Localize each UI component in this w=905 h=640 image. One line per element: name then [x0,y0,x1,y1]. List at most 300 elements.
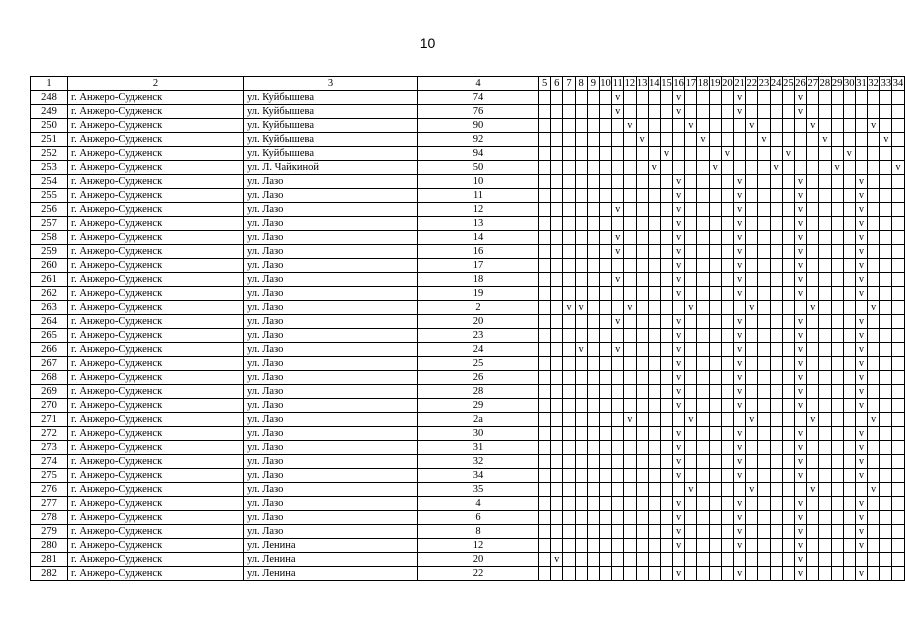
mark-cell-21: v [734,441,746,455]
mark-cell-16: v [673,525,685,539]
mark-cell-30 [843,245,855,259]
mark-cell-11: v [612,203,624,217]
mark-cell-17 [685,525,697,539]
house-cell: 20 [418,315,539,329]
row-number-cell: 263 [31,301,68,315]
mark-cell-22 [746,189,758,203]
mark-cell-7 [563,133,575,147]
mark-cell-11 [612,189,624,203]
mark-cell-18 [697,371,709,385]
mark-cell-34 [892,287,904,301]
mark-cell-32 [868,497,880,511]
mark-cell-31: v [855,371,867,385]
mark-cell-14 [648,357,660,371]
mark-cell-28 [819,91,831,105]
mark-cell-19 [709,245,721,259]
mark-cell-30 [843,133,855,147]
mark-cell-21: v [734,231,746,245]
mark-cell-28 [819,469,831,483]
mark-cell-14 [648,329,660,343]
mark-cell-6 [551,147,563,161]
mark-cell-21: v [734,259,746,273]
mark-cell-18 [697,301,709,315]
mark-cell-30 [843,567,855,581]
header-cell-24: 24 [770,77,782,89]
mark-cell-32 [868,245,880,259]
mark-cell-8: v [575,343,587,357]
mark-cell-22: v [746,483,758,497]
mark-cell-12 [624,91,636,105]
header-cell-13: 13 [636,77,648,89]
mark-cell-8 [575,287,587,301]
mark-cell-9 [587,189,599,203]
mark-cell-8 [575,385,587,399]
mark-cell-34 [892,133,904,147]
mark-cell-22 [746,259,758,273]
mark-cell-32 [868,231,880,245]
mark-cell-14 [648,91,660,105]
mark-cell-11: v [612,245,624,259]
mark-cell-19 [709,315,721,329]
header-cell-19: 19 [709,77,721,89]
row-number-cell: 280 [31,539,68,553]
mark-cell-16: v [673,539,685,553]
mark-cell-11 [612,483,624,497]
street-cell: ул. Лазо [244,231,418,245]
table-row [31,511,905,525]
city-cell: г. Анжеро-Судженск [68,441,244,455]
mark-cell-18 [697,539,709,553]
mark-cell-20 [721,119,733,133]
mark-cell-10 [599,483,611,497]
mark-cell-7 [563,203,575,217]
header-cell-7: 7 [563,77,575,91]
mark-cell-11 [612,133,624,147]
mark-cell-26: v [794,385,806,399]
mark-cell-30: v [843,147,855,161]
mark-cell-34 [892,329,904,343]
mark-cell-18 [697,525,709,539]
mark-cell-11 [612,567,624,581]
street-cell: ул. Куйбышева [244,91,418,105]
mark-cell-7 [563,217,575,231]
mark-cell-34 [892,497,904,511]
mark-cell-14 [648,203,660,217]
mark-cell-20 [721,175,733,189]
mark-cell-19 [709,147,721,161]
mark-cell-31: v [855,497,867,511]
mark-cell-9 [587,441,599,455]
mark-cell-6 [551,567,563,581]
header-cell-2: 2 [68,77,244,91]
mark-cell-11 [612,175,624,189]
mark-cell-13 [636,525,648,539]
mark-cell-15 [660,301,672,315]
street-cell: ул. Ленина [244,539,418,553]
mark-cell-25 [782,483,794,497]
mark-cell-21: v [734,245,746,259]
mark-cell-34 [892,399,904,413]
house-cell: 28 [418,385,539,399]
mark-cell-6 [551,119,563,133]
header-cell-18: 18 [697,77,709,89]
mark-cell-25 [782,273,794,287]
house-cell: 24 [418,343,539,357]
row-number-cell: 265 [31,329,68,343]
mark-cell-31: v [855,273,867,287]
mark-cell-18 [697,161,709,175]
mark-cell-19 [709,483,721,497]
mark-cell-11 [612,525,624,539]
mark-cell-18 [697,427,709,441]
mark-cell-27 [807,469,819,483]
mark-cell-23 [758,287,770,301]
mark-cell-6 [551,413,563,427]
mark-cell-26: v [794,217,806,231]
mark-cell-6 [551,441,563,455]
row-number-cell: 279 [31,525,68,539]
mark-cell-7 [563,245,575,259]
mark-cell-26: v [794,175,806,189]
mark-cell-18 [697,119,709,133]
mark-cell-20 [721,441,733,455]
mark-cell-28 [819,385,831,399]
mark-cell-15 [660,399,672,413]
mark-cell-19 [709,455,721,469]
mark-cell-26 [794,483,806,497]
row-number-cell: 272 [31,427,68,441]
mark-cell-6 [551,133,563,147]
row-number-cell: 256 [31,203,68,217]
mark-cell-23 [758,511,770,525]
mark-cell-29 [831,203,843,217]
mark-cell-7 [563,259,575,273]
mark-cell-14 [648,455,660,469]
mark-cell-22 [746,441,758,455]
mark-cell-12 [624,497,636,511]
mark-cell-8 [575,203,587,217]
mark-cell-30 [843,119,855,133]
mark-cell-25 [782,497,794,511]
city-cell: г. Анжеро-Судженск [68,567,244,581]
mark-cell-17: v [685,119,697,133]
mark-cell-15 [660,455,672,469]
mark-cell-23 [758,301,770,315]
mark-cell-7 [563,539,575,553]
mark-cell-27 [807,567,819,581]
row-number-cell: 257 [31,217,68,231]
mark-cell-14 [648,413,660,427]
mark-cell-22 [746,427,758,441]
city-cell: г. Анжеро-Судженск [68,539,244,553]
mark-cell-10 [599,497,611,511]
mark-cell-12 [624,511,636,525]
mark-cell-26: v [794,357,806,371]
mark-cell-33 [880,203,892,217]
mark-cell-29 [831,91,843,105]
mark-cell-31: v [855,511,867,525]
mark-cell-13: v [636,133,648,147]
city-cell: г. Анжеро-Судженск [68,301,244,315]
mark-cell-27 [807,147,819,161]
mark-cell-13 [636,497,648,511]
mark-cell-5 [539,455,551,469]
mark-cell-5 [539,119,551,133]
mark-cell-22 [746,511,758,525]
house-cell: 35 [418,483,539,497]
city-cell: г. Анжеро-Судженск [68,217,244,231]
mark-cell-12 [624,287,636,301]
mark-cell-9 [587,427,599,441]
mark-cell-32 [868,217,880,231]
mark-cell-23 [758,441,770,455]
mark-cell-27 [807,371,819,385]
mark-cell-25 [782,175,794,189]
table-header-row [31,77,905,91]
mark-cell-30 [843,217,855,231]
mark-cell-33 [880,315,892,329]
mark-cell-31: v [855,455,867,469]
mark-cell-10 [599,217,611,231]
mark-cell-13 [636,217,648,231]
mark-cell-5 [539,133,551,147]
street-cell: ул. Ленина [244,567,418,581]
mark-cell-18 [697,497,709,511]
mark-cell-19: v [709,161,721,175]
mark-cell-6 [551,175,563,189]
mark-cell-5 [539,553,551,567]
mark-cell-28: v [819,133,831,147]
mark-cell-15 [660,315,672,329]
mark-cell-25 [782,189,794,203]
table-row [31,133,905,147]
mark-cell-27 [807,385,819,399]
mark-cell-19 [709,357,721,371]
street-cell: ул. Лазо [244,217,418,231]
mark-cell-26: v [794,315,806,329]
city-cell: г. Анжеро-Судженск [68,273,244,287]
mark-cell-15 [660,371,672,385]
header-cell-6: 6 [551,77,563,91]
mark-cell-5 [539,231,551,245]
house-cell: 13 [418,217,539,231]
mark-cell-6 [551,273,563,287]
mark-cell-10 [599,469,611,483]
mark-cell-23 [758,427,770,441]
mark-cell-14 [648,105,660,119]
mark-cell-5 [539,539,551,553]
mark-cell-24 [770,147,782,161]
mark-cell-6 [551,203,563,217]
mark-cell-31: v [855,399,867,413]
mark-cell-21: v [734,469,746,483]
mark-cell-32 [868,175,880,189]
mark-cell-33 [880,245,892,259]
mark-cell-33 [880,91,892,105]
mark-cell-12 [624,329,636,343]
mark-cell-6: v [551,553,563,567]
mark-cell-15 [660,427,672,441]
mark-cell-33 [880,399,892,413]
mark-cell-9 [587,315,599,329]
mark-cell-13 [636,259,648,273]
house-cell: 17 [418,259,539,273]
mark-cell-28 [819,525,831,539]
mark-cell-21: v [734,315,746,329]
mark-cell-31 [855,91,867,105]
mark-cell-13 [636,385,648,399]
street-cell: ул. Лазо [244,497,418,511]
mark-cell-34 [892,539,904,553]
table-row [31,497,905,511]
mark-cell-6 [551,259,563,273]
mark-cell-28 [819,203,831,217]
table-row [31,315,905,329]
mark-cell-34 [892,413,904,427]
mark-cell-10 [599,357,611,371]
mark-cell-9 [587,175,599,189]
mark-cell-29 [831,469,843,483]
mark-cell-32 [868,371,880,385]
mark-cell-10 [599,189,611,203]
mark-cell-20 [721,273,733,287]
mark-cell-34 [892,343,904,357]
row-number-cell: 278 [31,511,68,525]
mark-cell-25 [782,217,794,231]
row-number-cell: 277 [31,497,68,511]
mark-cell-20 [721,413,733,427]
house-cell: 14 [418,231,539,245]
mark-cell-9 [587,119,599,133]
mark-cell-27: v [807,483,819,497]
mark-cell-24 [770,273,782,287]
house-cell: 6 [418,511,539,525]
mark-cell-34 [892,147,904,161]
mark-cell-31: v [855,357,867,371]
mark-cell-17 [685,105,697,119]
mark-cell-34 [892,511,904,525]
mark-cell-9 [587,245,599,259]
mark-cell-19 [709,133,721,147]
mark-cell-25 [782,441,794,455]
mark-cell-25 [782,413,794,427]
mark-cell-21 [734,133,746,147]
mark-cell-20 [721,469,733,483]
mark-cell-31 [855,413,867,427]
mark-cell-9 [587,455,599,469]
mark-cell-6 [551,483,563,497]
mark-cell-11 [612,329,624,343]
mark-cell-32 [868,315,880,329]
mark-cell-8 [575,273,587,287]
row-number-cell: 282 [31,567,68,581]
mark-cell-21: v [734,217,746,231]
mark-cell-26: v [794,245,806,259]
mark-cell-31: v [855,259,867,273]
mark-cell-32 [868,273,880,287]
mark-cell-26: v [794,399,806,413]
mark-cell-15 [660,567,672,581]
city-cell: г. Анжеро-Судженск [68,133,244,147]
street-cell: ул. Куйбышева [244,119,418,133]
mark-cell-17: v [685,301,697,315]
mark-cell-27 [807,357,819,371]
mark-cell-10 [599,91,611,105]
mark-cell-25 [782,525,794,539]
mark-cell-19 [709,469,721,483]
mark-cell-29: v [831,161,843,175]
mark-cell-5 [539,315,551,329]
mark-cell-17 [685,231,697,245]
mark-cell-34 [892,483,904,497]
mark-cell-28 [819,427,831,441]
table-row [31,287,905,301]
mark-cell-34 [892,315,904,329]
table-row [31,371,905,385]
mark-cell-21: v [734,189,746,203]
mark-cell-15 [660,231,672,245]
mark-cell-34 [892,441,904,455]
mark-cell-19 [709,511,721,525]
mark-cell-30 [843,175,855,189]
mark-cell-30 [843,91,855,105]
mark-cell-26: v [794,539,806,553]
mark-cell-7 [563,371,575,385]
mark-cell-8 [575,315,587,329]
mark-cell-22 [746,455,758,469]
mark-cell-25 [782,203,794,217]
mark-cell-14 [648,371,660,385]
mark-cell-11 [612,217,624,231]
mark-cell-33 [880,147,892,161]
mark-cell-34 [892,525,904,539]
mark-cell-6 [551,329,563,343]
mark-cell-34 [892,371,904,385]
mark-cell-34 [892,357,904,371]
table-row [31,175,905,189]
mark-cell-29 [831,287,843,301]
mark-cell-14 [648,539,660,553]
mark-cell-27 [807,161,819,175]
mark-cell-31: v [855,469,867,483]
mark-cell-25 [782,259,794,273]
mark-cell-17 [685,245,697,259]
mark-cell-11 [612,301,624,315]
header-cell-30: 30 [844,77,855,89]
header-cell-20: 20 [722,77,733,89]
mark-cell-25 [782,511,794,525]
header-cell-1: 1 [31,77,68,91]
mark-cell-13 [636,147,648,161]
row-number-cell: 276 [31,483,68,497]
mark-cell-7 [563,287,575,301]
mark-cell-24 [770,287,782,301]
mark-cell-15 [660,287,672,301]
city-cell: г. Анжеро-Судженск [68,357,244,371]
mark-cell-19 [709,301,721,315]
mark-cell-19 [709,427,721,441]
mark-cell-9 [587,567,599,581]
mark-cell-10 [599,203,611,217]
header-cell-29: 29 [831,77,843,89]
mark-cell-24 [770,357,782,371]
mark-cell-16 [673,413,685,427]
mark-cell-18 [697,441,709,455]
mark-cell-30 [843,203,855,217]
header-cell-17: 17 [685,77,697,89]
mark-cell-28 [819,371,831,385]
mark-cell-31: v [855,175,867,189]
